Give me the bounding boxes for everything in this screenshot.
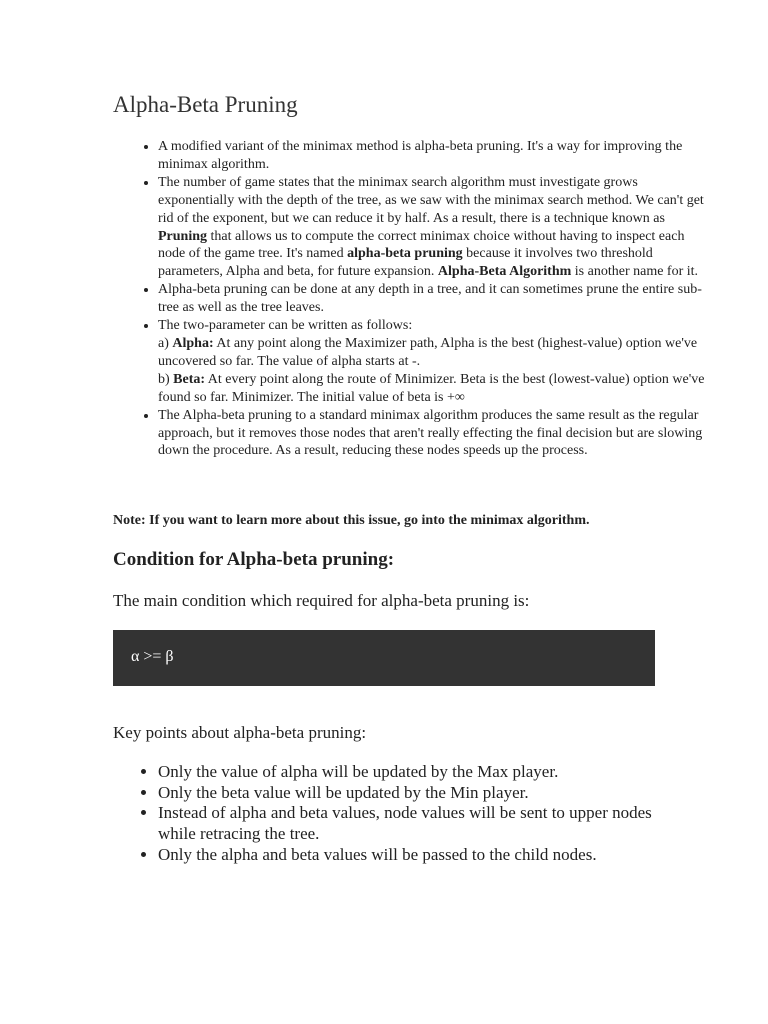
param-alpha-label: Alpha:	[172, 335, 214, 351]
param-prefix: a)	[158, 335, 173, 351]
bullet-text: is another name for it.	[571, 264, 699, 280]
bullet-text: The number of game states that the minimax search algorithm must investigate grows exponentially with the depth of the tree, as we saw with the minimax search method. We can't get rid of the exponent, but we can reduce it by half. As a result, there is a technique known as	[158, 174, 704, 226]
list-item	[158, 138, 708, 174]
bold-term-alpha-beta-pruning: alpha-beta pruning	[347, 246, 463, 262]
bullet-text: that allows us to compute the correct minimax choice without having to inspect each node of the game tree. It's named	[158, 228, 685, 262]
bold-term-alpha-beta-algorithm: Alpha-Beta Algorithm	[437, 264, 572, 280]
bullet-text: A modified variant of the minimax method is alpha-beta pruning. It's a way for improving the minimax algorithm.	[158, 139, 683, 172]
bullet-text: Alpha-beta pruning can be done at any depth in a tree, and it can sometimes prune the entire sub-tree as well as the tree leaves.	[158, 282, 702, 316]
formula-text: α >= β	[131, 648, 174, 665]
bullet-text: The two-parameter can be written as follows:	[158, 318, 413, 334]
bullet-text: The Alpha-beta pruning to a standard minimax algorithm produces the same result as the regular approach, but it removes those nodes that aren't really effecting the final decision but are slowing down the procedure. As a result, reducing these nodes speeds up the process.	[158, 407, 703, 459]
note-text: Note: If you want to learn more about this issue, go into the minimax algorithm.	[113, 513, 590, 528]
param-beta-label: Beta:	[173, 371, 206, 387]
condition-text: The main condition which required for alpha-beta pruning is:	[113, 591, 530, 610]
key-points-title: Key points about alpha-beta pruning:	[113, 723, 367, 742]
list-item	[158, 174, 708, 281]
bullet-text: because it involves two threshold parameters, Alpha and beta, for future expansion.	[158, 246, 653, 280]
list-item	[158, 281, 708, 317]
list-item: • Only the alpha and beta values will be passed to the child nodes.	[158, 845, 688, 866]
list-item	[158, 407, 708, 461]
list-item: • Only the beta value will be updated by the Min player.	[158, 783, 688, 804]
formula-box	[113, 630, 655, 686]
intro-bullet-list	[113, 138, 708, 460]
param-alpha-text: At any point along the Maximizer path, Alpha is the best (highest-value) option we've uncovered so far. The value of alpha starts at -.	[158, 335, 698, 369]
list-item: • Instead of alpha and beta values, node values will be sent to upper nodes while retracing the tree.	[158, 803, 688, 844]
condition-heading: Condition for Alpha-beta pruning:	[113, 549, 395, 570]
bold-term-pruning: Pruning	[158, 228, 208, 244]
param-prefix: b)	[158, 371, 174, 387]
list-item: • Only the value of alpha will be updated by the Max player.	[158, 762, 688, 783]
param-beta-text: At every point along the route of Minimizer. Beta is the best (lowest-value) option we've found so far. Minimizer. The initial value of beta is +∞	[158, 371, 705, 405]
list-item	[158, 317, 708, 407]
key-points-list	[113, 762, 688, 866]
page-title: Alpha-Beta Pruning	[113, 92, 298, 117]
